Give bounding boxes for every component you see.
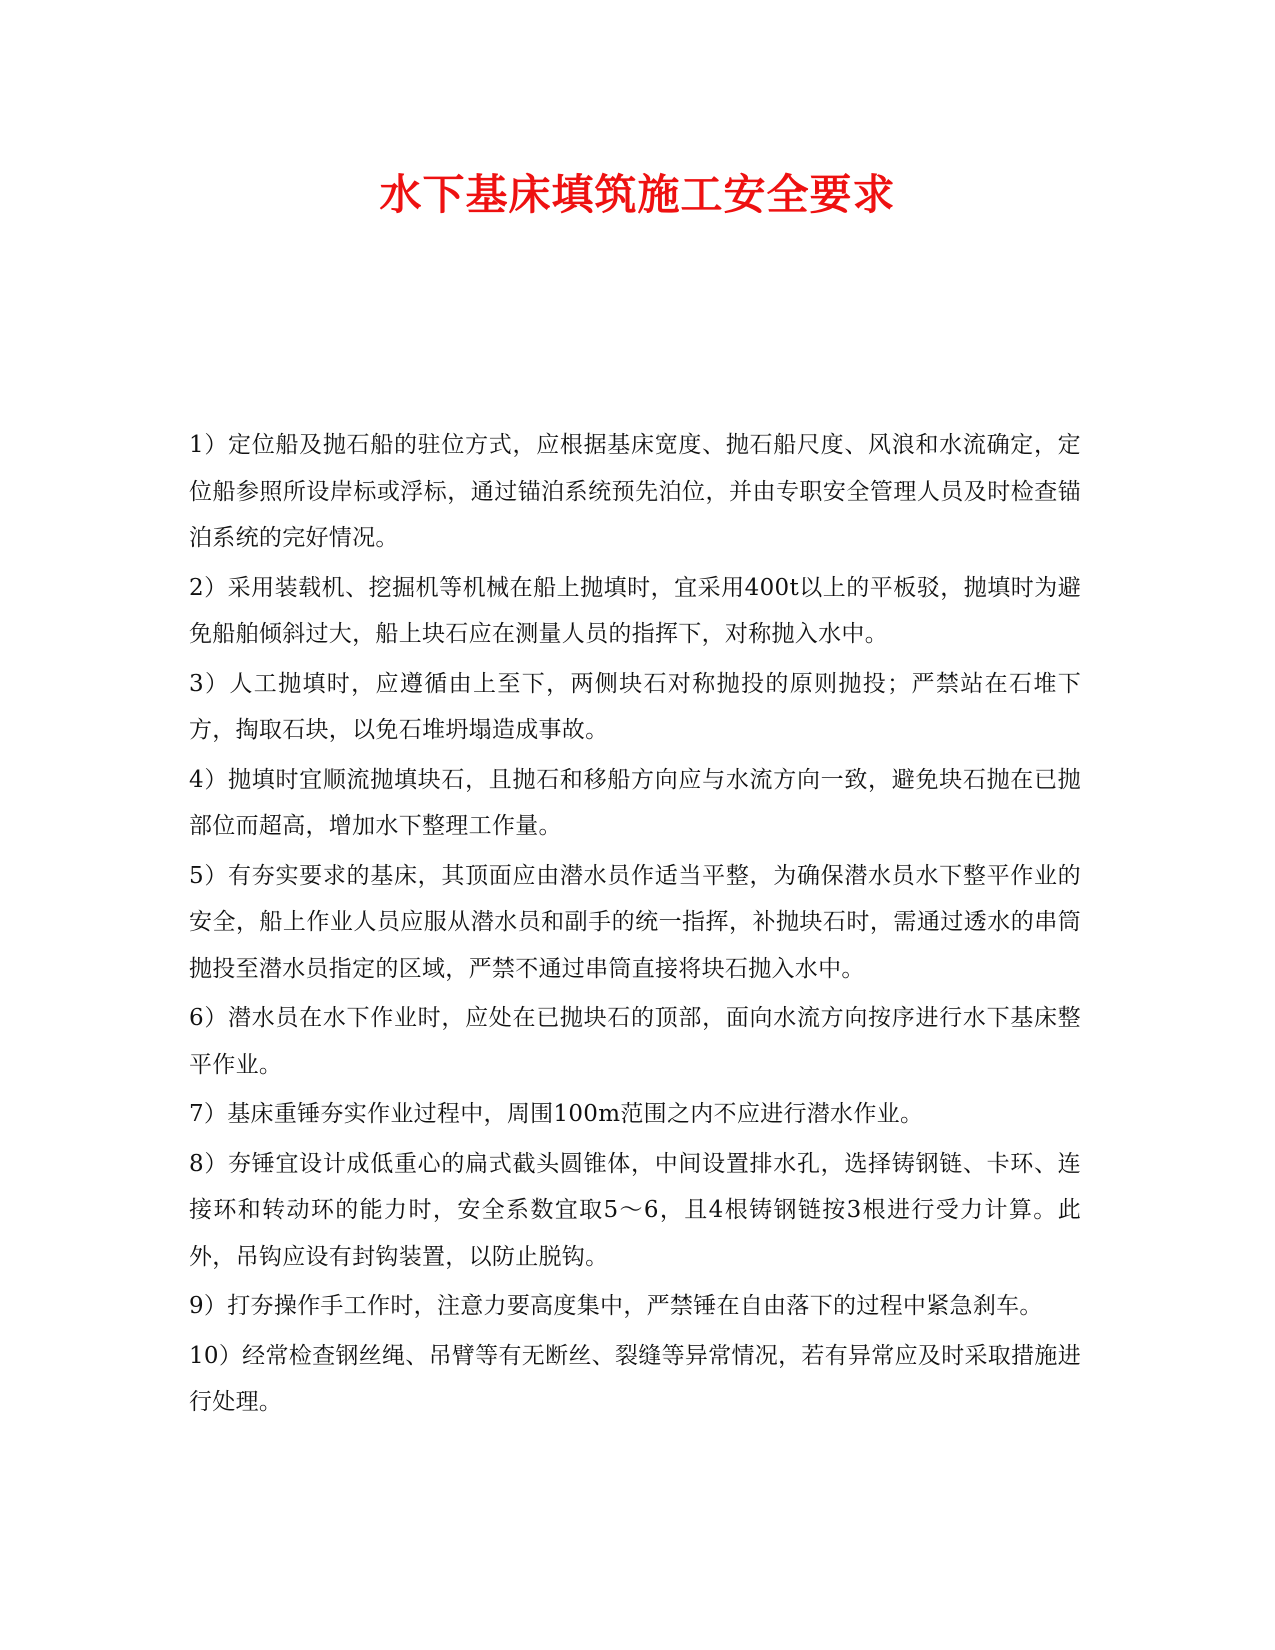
document-title: 水下基床填筑施工安全要求 <box>379 170 896 219</box>
paragraph-9: 9）打夯操作手工作时，注意力要高度集中，严禁锤在自由落下的过程中紧急刹车。 <box>189 1293 1043 1319</box>
paragraph-1: 1）定位船及抛石船的驻位方式，应根据基床宽度、抛石船尺度、风浪和水流确定，定位船参照所设岸标或浮标，通过锚泊系统预先泊位，并由专职安全管理人员及时检查锚泊系统的完好情况。 <box>189 432 1081 551</box>
paragraph-6: 6）潜水员在水下作业时，应处在已抛块石的顶部，面向水流方向按序进行水下基床整平作业。 <box>189 1005 1081 1078</box>
paragraph-10: 10）经常检查钢丝绳、吊臂等有无断丝、裂缝等异常情况，若有异常应及时采取措施进行处理。 <box>189 1342 1081 1415</box>
document-body <box>189 422 1081 1429</box>
paragraph-8: 8）夯锤宜设计成低重心的扁式截头圆锥体，中间设置排水孔，选择铸钢链、卡环、连接环和转动环的能力时，安全系数宜取5～6，且4根铸钢链按3根进行受力计算。此外，吊钩应设有封钩装置，以防止脱钩。 <box>189 1150 1081 1270</box>
paragraph-7: 7）基床重锤夯实作业过程中，周围100m范围之内不应进行潜水作业。 <box>189 1101 924 1127</box>
paragraph-5: 5）有夯实要求的基床，其顶面应由潜水员作适当平整，为确保潜水员水下整平作业的安全，船上作业人员应服从潜水员和副手的统一指挥，补抛块石时，需通过透水的串筒抛投至潜水员指定的区域，严禁不通过串筒直接将块石抛入水中。 <box>189 862 1081 982</box>
paragraph-4: 4）抛填时宜顺流抛填块石，且抛石和移船方向应与水流方向一致，避免块石抛在已抛部位而超高，增加水下整理工作量。 <box>189 766 1081 839</box>
paragraph-2: 2）采用装载机、挖掘机等机械在船上抛填时，宜采用400t以上的平板驳，抛填时为避免船舶倾斜过大，船上块石应在测量人员的指挥下，对称抛入水中。 <box>189 574 1081 647</box>
paragraph-3: 3）人工抛填时，应遵循由上至下，两侧块石对称抛投的原则抛投；严禁站在石堆下方，掏取石块，以免石堆坍塌造成事故。 <box>189 670 1081 743</box>
